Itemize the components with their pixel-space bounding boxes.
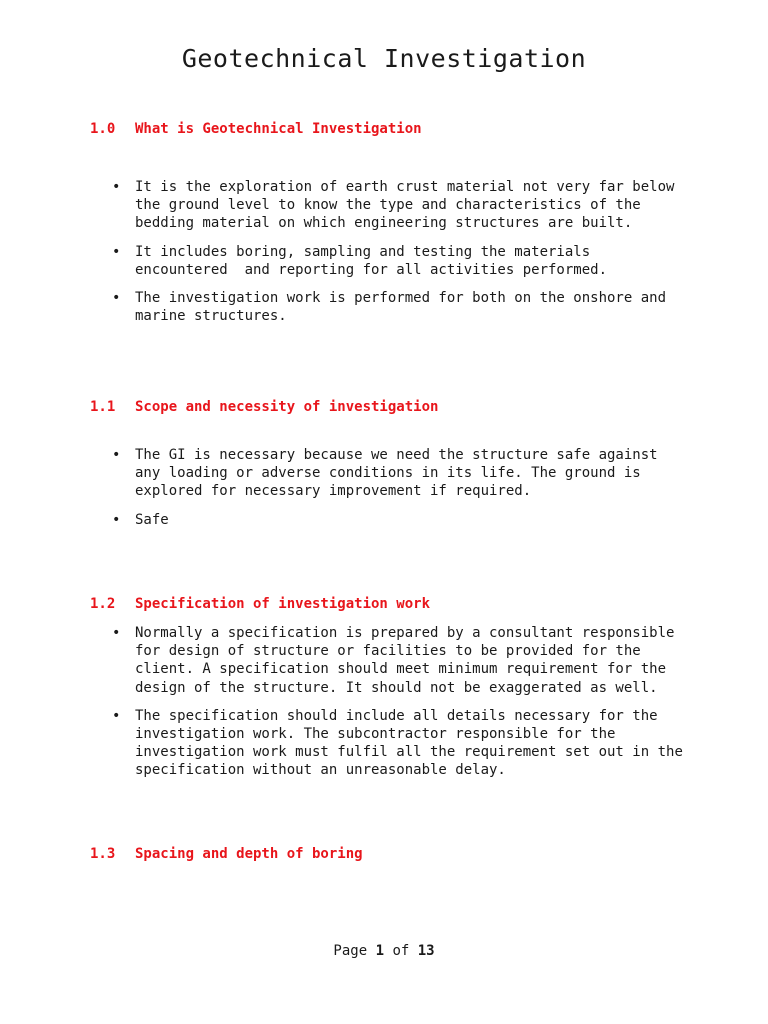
bullet-glyph: •: [112, 707, 121, 724]
bullet-item: [112, 624, 712, 697]
bullet-glyph: •: [112, 511, 121, 528]
bullet-item: [112, 289, 712, 325]
section-title: What is Geotechnical Investigation: [135, 121, 422, 137]
page-footer: [0, 943, 768, 959]
bullet-item: [112, 178, 712, 233]
bullet-text: Safe: [135, 511, 169, 528]
bullet-item: [112, 511, 712, 529]
bullet-item: [112, 707, 712, 780]
section-bullets-1-0: [112, 178, 712, 335]
section-number: 1.2: [90, 596, 116, 612]
document-title: Geotechnical Investigation: [181, 44, 587, 73]
section-number: 1.0: [90, 121, 116, 137]
footer-total-pages: 13: [417, 943, 435, 959]
bullet-text: The investigation work is performed for both on the onshore and marine structures.: [135, 290, 667, 325]
bullet-glyph: •: [112, 290, 121, 307]
section-title: Scope and necessity of investigation: [135, 399, 439, 415]
footer-current-page: 1: [375, 943, 384, 959]
footer-of-word: of: [392, 943, 410, 959]
section-heading-1-3: [90, 846, 363, 862]
bullet-item: [112, 446, 712, 501]
bullet-glyph: •: [112, 179, 121, 195]
bullet-glyph: •: [112, 447, 121, 463]
bullet-item: [112, 243, 712, 279]
bullet-text: Normally a specification is prepared by a consultant responsible for design of structure or facilities to be provided for the client. A specification should meet minimum requirement for the design of the structure. It should not be exaggerated as well.: [135, 625, 675, 696]
section-heading-1-0: [90, 121, 422, 137]
section-heading-1-1: [90, 399, 438, 415]
bullet-text: The GI is necessary because we need the structure safe against any loading or adverse conditions in its life. The ground is explored for necessary improvement if required.: [135, 447, 658, 500]
bullet-glyph: •: [112, 625, 121, 641]
section-number: 1.3: [90, 846, 116, 862]
bullet-text: It includes boring, sampling and testing the materials encountered and reporting for all activities performed.: [135, 243, 608, 278]
section-number: 1.1: [90, 399, 116, 415]
section-title: Specification of investigation work: [135, 596, 431, 612]
section-heading-1-2: [90, 596, 430, 612]
bullet-text: The specification should include all details necessary for the investigation work. The subcontractor responsible for the investigation work must fulfil all the requirement set out in the specification without an unreasonable delay.: [135, 707, 683, 779]
section-title: Spacing and depth of boring: [135, 846, 363, 862]
bullet-text: It is the exploration of earth crust material not very far below the ground level to know the type and characteristics of the bedding material on which engineering structures are built.: [135, 179, 675, 232]
section-bullets-1-1: [112, 446, 712, 539]
bullet-glyph: •: [112, 243, 121, 260]
footer-page-word: Page: [333, 943, 368, 959]
section-bullets-1-2: [112, 624, 712, 790]
